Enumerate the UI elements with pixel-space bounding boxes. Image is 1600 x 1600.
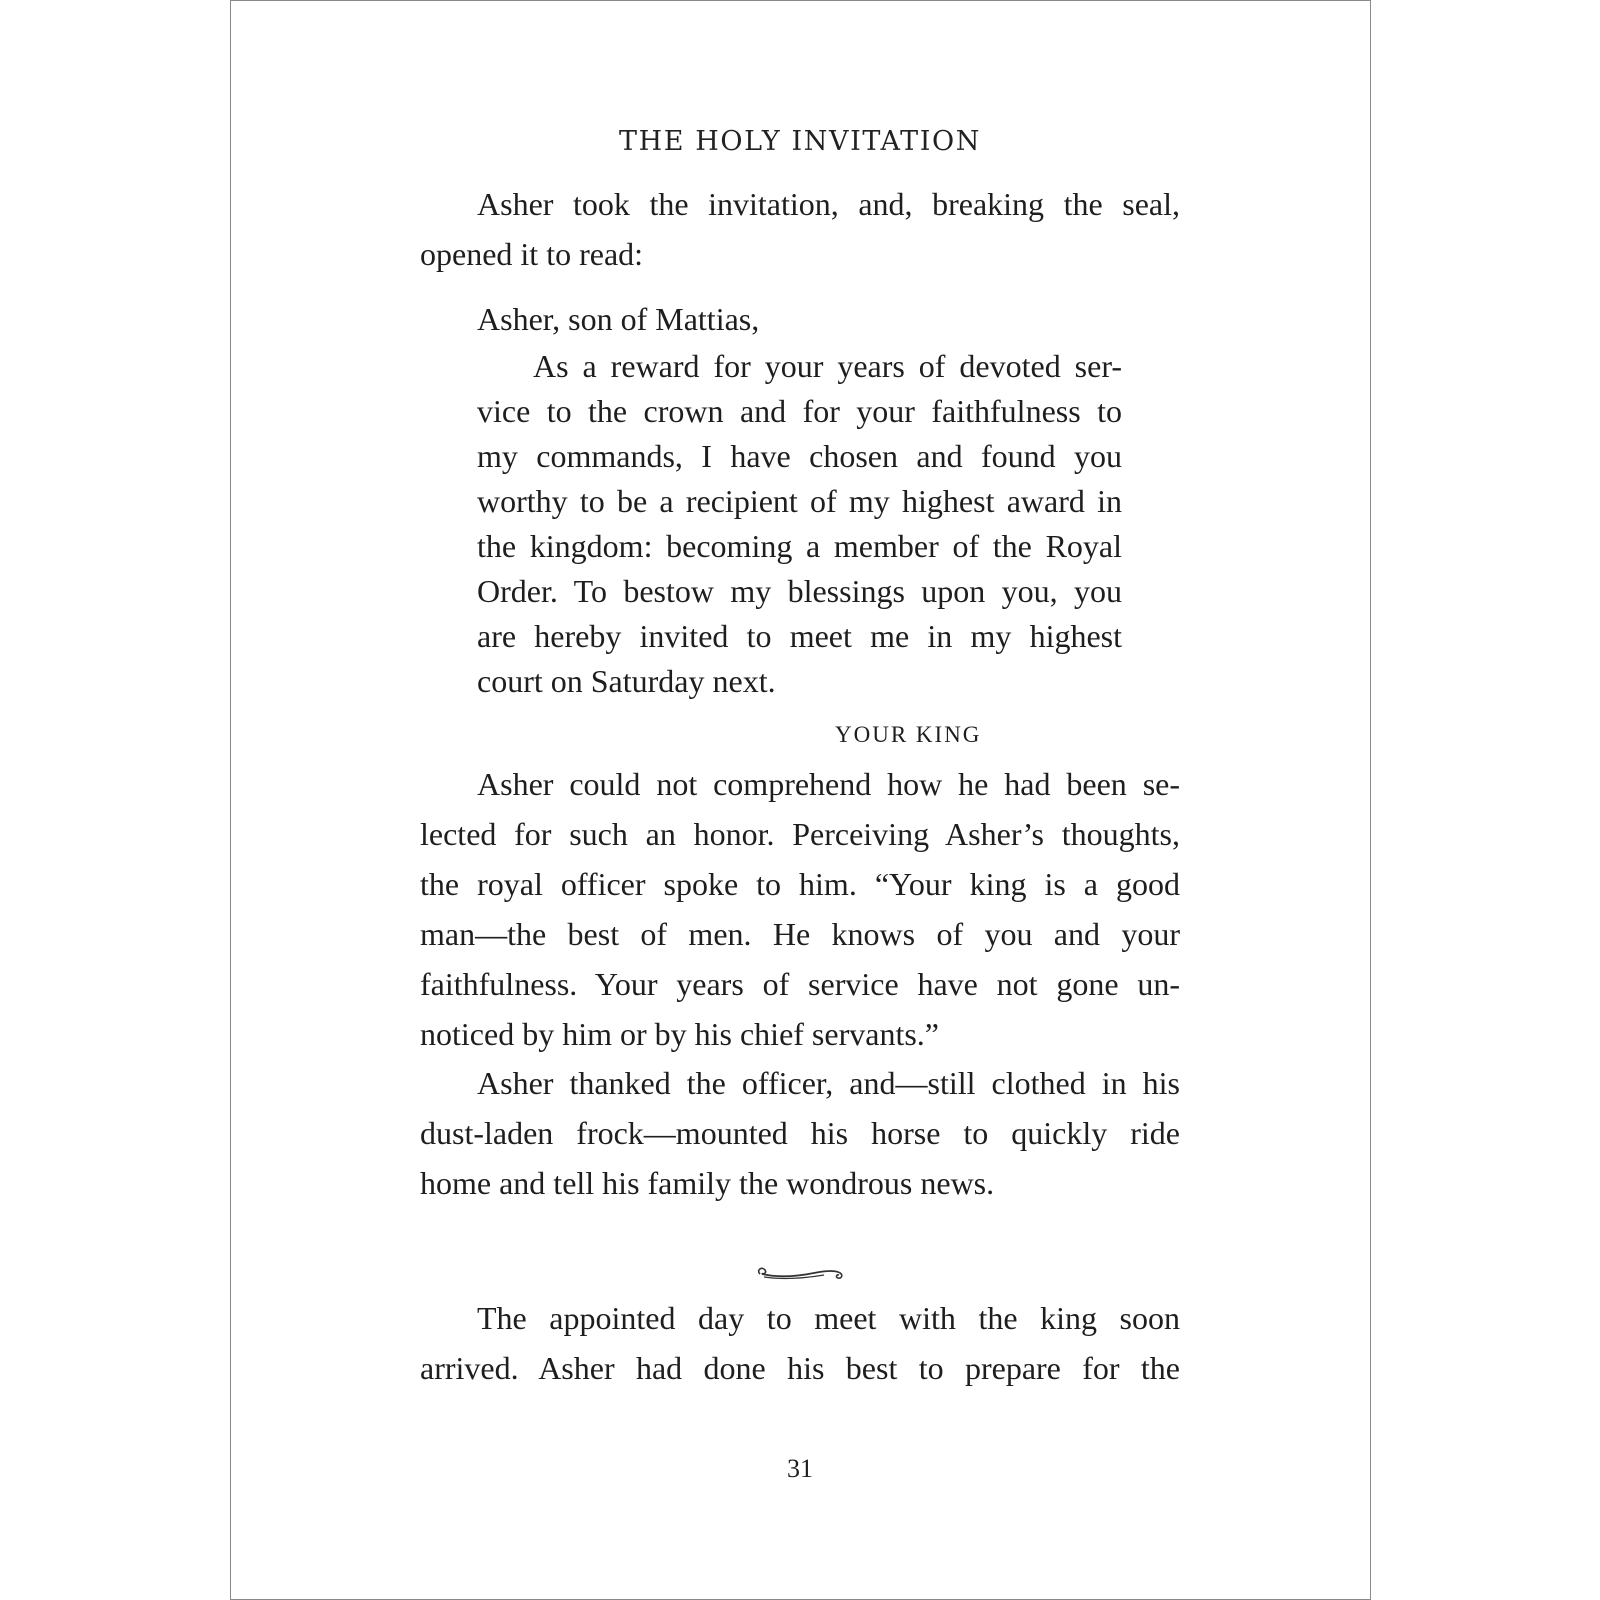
paragraph-1-line-1: Asher took the invitation, and, breaking the seal, <box>477 186 1180 222</box>
letter-salutation: Asher, son of Mattias, <box>477 301 760 337</box>
letter-line-1: As a reward for your years of devoted ser- <box>533 348 1122 384</box>
paragraph-2-line-5: faithfulness. Your years of service have not gone un- <box>420 966 1180 1002</box>
paragraph-3-line-2: dust-laden frock—mounted his horse to quickly ride <box>420 1115 1180 1151</box>
paragraph-2-line-2: lected for such an honor. Perceiving Asher’s thoughts, <box>420 816 1180 852</box>
letter-line-4: worthy to be a recipient of my highest award in <box>477 483 1122 519</box>
running-head: THE HOLY INVITATION <box>619 126 981 157</box>
section-break-flourish-icon <box>754 1262 846 1284</box>
letter-line-5: the kingdom: becoming a member of the Royal <box>477 528 1122 564</box>
paragraph-4-line-2: arrived. Asher had done his best to prepare for the <box>420 1350 1180 1386</box>
paragraph-2-line-4: man—the best of men. He knows of you and your <box>420 916 1180 952</box>
letter-line-2: vice to the crown and for your faithfulness to <box>477 393 1122 429</box>
paragraph-2-line-1: Asher could not comprehend how he had been se- <box>477 766 1180 802</box>
letter-line-3: my commands, I have chosen and found you <box>477 438 1122 474</box>
paragraph-4-line-1: The appointed day to meet with the king soon <box>477 1300 1180 1336</box>
letter-line-8: court on Saturday next. <box>477 663 776 699</box>
letter-line-6: Order. To bestow my blessings upon you, you <box>477 573 1122 609</box>
paragraph-2-line-6: noticed by him or by his chief servants.” <box>420 1016 939 1052</box>
paragraph-3-line-3: home and tell his family the wondrous news. <box>420 1165 995 1201</box>
letter-line-7: are hereby invited to meet me in my highest <box>477 618 1122 654</box>
page-number: 31 <box>787 1454 813 1483</box>
paragraph-3-line-1: Asher thanked the officer, and—still clothed in his <box>477 1065 1180 1101</box>
paragraph-1-line-2: opened it to read: <box>420 236 644 272</box>
paragraph-2-line-3: the royal officer spoke to him. “Your king is a good <box>420 866 1180 902</box>
letter-signature: YOUR KING <box>835 722 982 747</box>
